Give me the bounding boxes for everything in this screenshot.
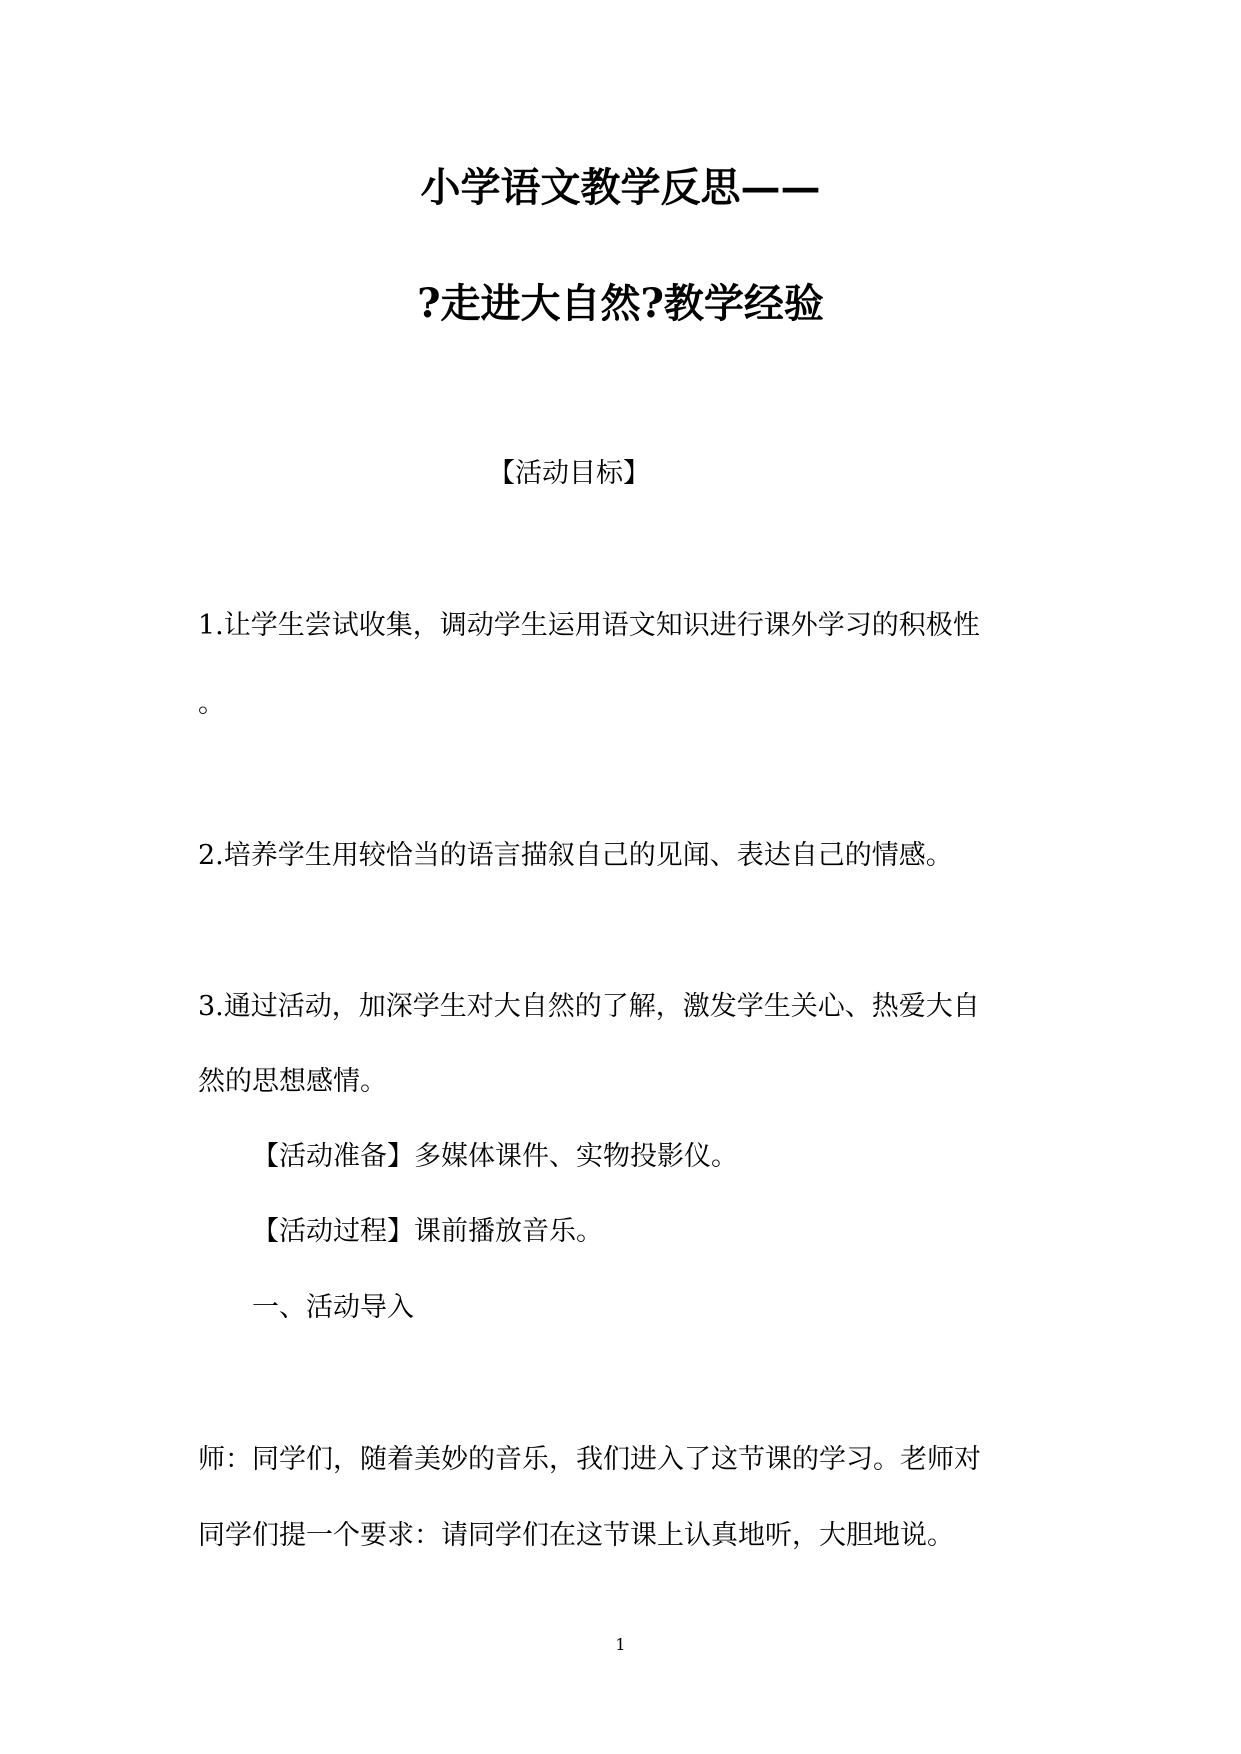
document-title-line-1: 小学语文教学反思—— xyxy=(420,164,821,211)
activity-process: 【活动过程】课前播放音乐。 xyxy=(252,1216,603,1247)
goal-2: 2.培养学生用较恰当的语言描叙自己的见闻、表达自己的情感。 xyxy=(198,840,953,871)
teacher-speech-line-1: 师：同学们，随着美妙的音乐，我们进入了这节课的学习。老师对 xyxy=(198,1444,981,1475)
teacher-speech-line-2: 同学们提一个要求：请同学们在这节课上认真地听，大胆地说。 xyxy=(198,1520,954,1551)
goal-3-line-2: 然的思想感情。 xyxy=(198,1066,387,1097)
goal-1-line-1: 1.让学生尝试收集，调动学生运用语文知识进行课外学习的积极性 xyxy=(198,610,980,641)
activity-preparation: 【活动准备】多媒体课件、实物投影仪。 xyxy=(252,1141,738,1172)
section-1-heading: 一、活动导入 xyxy=(252,1292,414,1323)
goal-3-line-1: 3.通过活动，加深学生对大自然的了解，激发学生关心、热爱大自 xyxy=(198,991,980,1022)
document-title-line-2: ?走进大自然?教学经验 xyxy=(417,280,824,327)
page-number: 1 xyxy=(615,1635,626,1654)
section-goals-heading: 【活动目标】 xyxy=(488,458,650,489)
goal-1-line-2: 。 xyxy=(198,688,225,719)
